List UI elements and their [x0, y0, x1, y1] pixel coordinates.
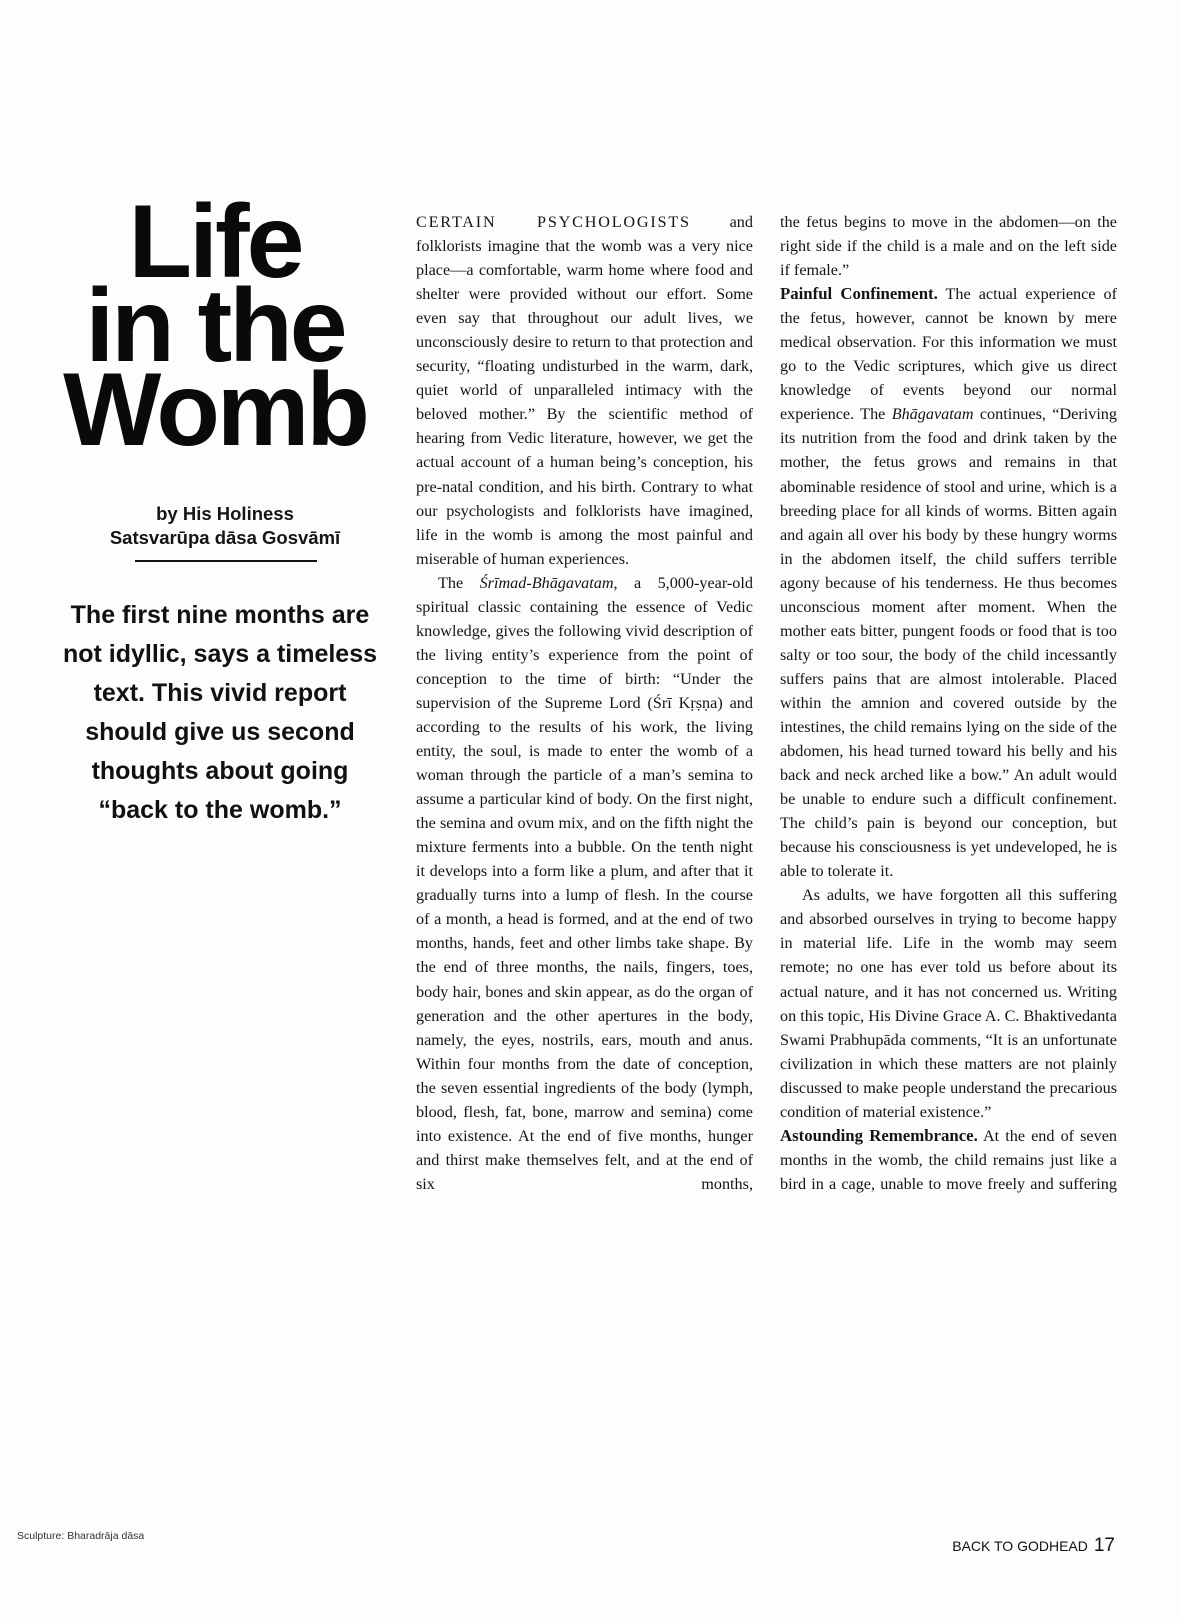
byline-line-1: by His Holiness — [156, 503, 294, 524]
paragraph-5-text: As adults, we have forgotten all this suffering and absorbed ourselves in trying to become happy in material life. Life in the womb may seem remote; no one has ever told us before about its actual nature, and it has not concerned us. Writing on this topic, His Divine Grace A. C. Bhaktivedanta Swami Prabhupāda comments, “It is an unfortunate civilization in which these matters are not plainly discussed to make people understand the precarious condition of material existence.” — [780, 886, 1117, 1121]
title-line-2: in the — [85, 268, 345, 384]
paragraph-4 — [780, 282, 1117, 883]
paragraph-3-text: the fetus begins to move in the abdomen—on the right side if the child is a male and on the left side if female.” — [780, 213, 1117, 280]
magazine-name: BACK TO GODHEAD — [952, 1538, 1088, 1554]
deck-summary — [50, 596, 390, 830]
deck-line-4: should give us second — [85, 718, 355, 746]
paragraph-6-text: At the end of seven months in the womb, the child remains just like a bird in a cage, unable to move freely and suffering — [780, 1126, 1117, 1193]
subhead-painful-confinement: Painful Confinement. — [780, 284, 938, 304]
book-title: Śrīmad-Bhāgavatam — [479, 573, 614, 592]
byline — [90, 502, 360, 550]
paragraph-2-start: The — [438, 573, 480, 592]
opening-words: CERTAIN PSYCHOLOGISTS — [416, 213, 691, 231]
deck-line-1: The first nine months are — [70, 601, 370, 629]
body-column-1 — [416, 210, 753, 1196]
title-line-1: Life — [128, 184, 302, 300]
paragraph-5 — [780, 883, 1117, 1123]
paragraph-1-text: and folklorists imagine that the womb was a very nice place—a comfortable, warm home where food and shelter were provided without our effort. Some even say that throughout our adult lives, we unconsciously desire to return to that protection and security, “floating undisturbed in the warm, dark, quiet world of unparalleled intimacy with the beloved mother.” By the scientific method of hearing from Vedic literature, however, we get the actual account of a human being’s conception, his pre-natal condition, and his birth. Contrary to what our psychologists and folklorists have imagined, life in the womb is among the most painful and miserable of human experiences. — [416, 213, 753, 568]
paragraph-2-text: , a 5,000-year-old spiritual classic containing the essence of Vedic knowledge, gives the following vivid description of the living entity’s experience from the point of conception to the time of birth: “Under the supervision of the Supreme Lord (Śrī Kṛṣṇa) and according to the results of his work, the living entity, the soul, is made to enter the womb of a woman through the particle of a man’s semina to assume a particular kind of body. On the first night, the semina and ovum mix, and on the fifth night the mixture ferments into a bubble. On the tenth night it develops into a form like a plum, and after that it gradually turns into a lump of flesh. In the course of a month, a head is formed, and at the end of two months, hands, feet and other limbs take shape. By the end of three months, the nails, fingers, toes, body hair, bones and skin appear, as do the organ of generation and the other apertures in the body, namely, the eyes, nostrils, ears, mouth and anus. Within four months from the date of conception, the seven essential ingredients of the body (lymph, blood, flesh, fat, bone, marrow and semina) come into existence. At the end of five months, hunger and thirst make themselves felt, and at the end of six months, — [416, 573, 753, 1193]
paragraph-3 — [780, 210, 1117, 282]
photo-credit: Sculpture: Bharadrāja dāsa — [17, 1530, 145, 1542]
paragraph-2 — [416, 571, 753, 1196]
paragraph-4-text: continues, “Deriving its nutrition from the food and drink taken by the mother, the fetus grows and remains in that abominable residence of stool and urine, which is a breeding place for all kinds of worms. Bitten again and again all over his body by these hungry worms in the abdomen itself, the child suffers terrible agony because of his tenderness. He thus becomes unconscious moment after moment. When the mother eats bitter, pungent foods or food that is too salty or too sour, the body of the child incessantly suffers pains that are almost intolerable. Placed within the amnion and covered outside by the intestines, the child remains lying on the side of the abdomen, his head turned toward his belly and his back and neck arched like a bow.” An adult would be unable to endure such a difficult confinement. The child’s pain is beyond our conception, but because his consciousness is yet undeveloped, he is able to tolerate it. — [780, 405, 1117, 881]
deck-line-6: “back to the womb.” — [98, 796, 342, 824]
page-number: 17 — [1093, 1535, 1115, 1556]
body-column-2 — [780, 210, 1117, 1196]
paragraph-4-start: The actual experience of the fetus, however, cannot be known by mere medical observation. For this information we must go to the Vedic scriptures, which give us direct knowledge of events beyond our normal experience. The — [780, 285, 1117, 424]
book-title-short: Bhāgavatam — [891, 405, 974, 424]
byline-divider — [135, 560, 317, 562]
paragraph-1 — [416, 210, 753, 571]
title-line-3: Womb — [63, 352, 367, 468]
byline-author: Satsvarūpa dāsa Gosvāmī — [109, 527, 341, 548]
deck-line-2: not idyllic, says a timeless — [62, 640, 378, 668]
deck-line-5: thoughts about going — [91, 757, 349, 785]
article-title — [40, 184, 390, 468]
deck-line-3: text. This vivid report — [93, 679, 347, 707]
subhead-astounding-remembrance: Astounding Remembrance. — [780, 1125, 978, 1145]
folio — [952, 1535, 1115, 1557]
paragraph-6 — [780, 1124, 1117, 1196]
